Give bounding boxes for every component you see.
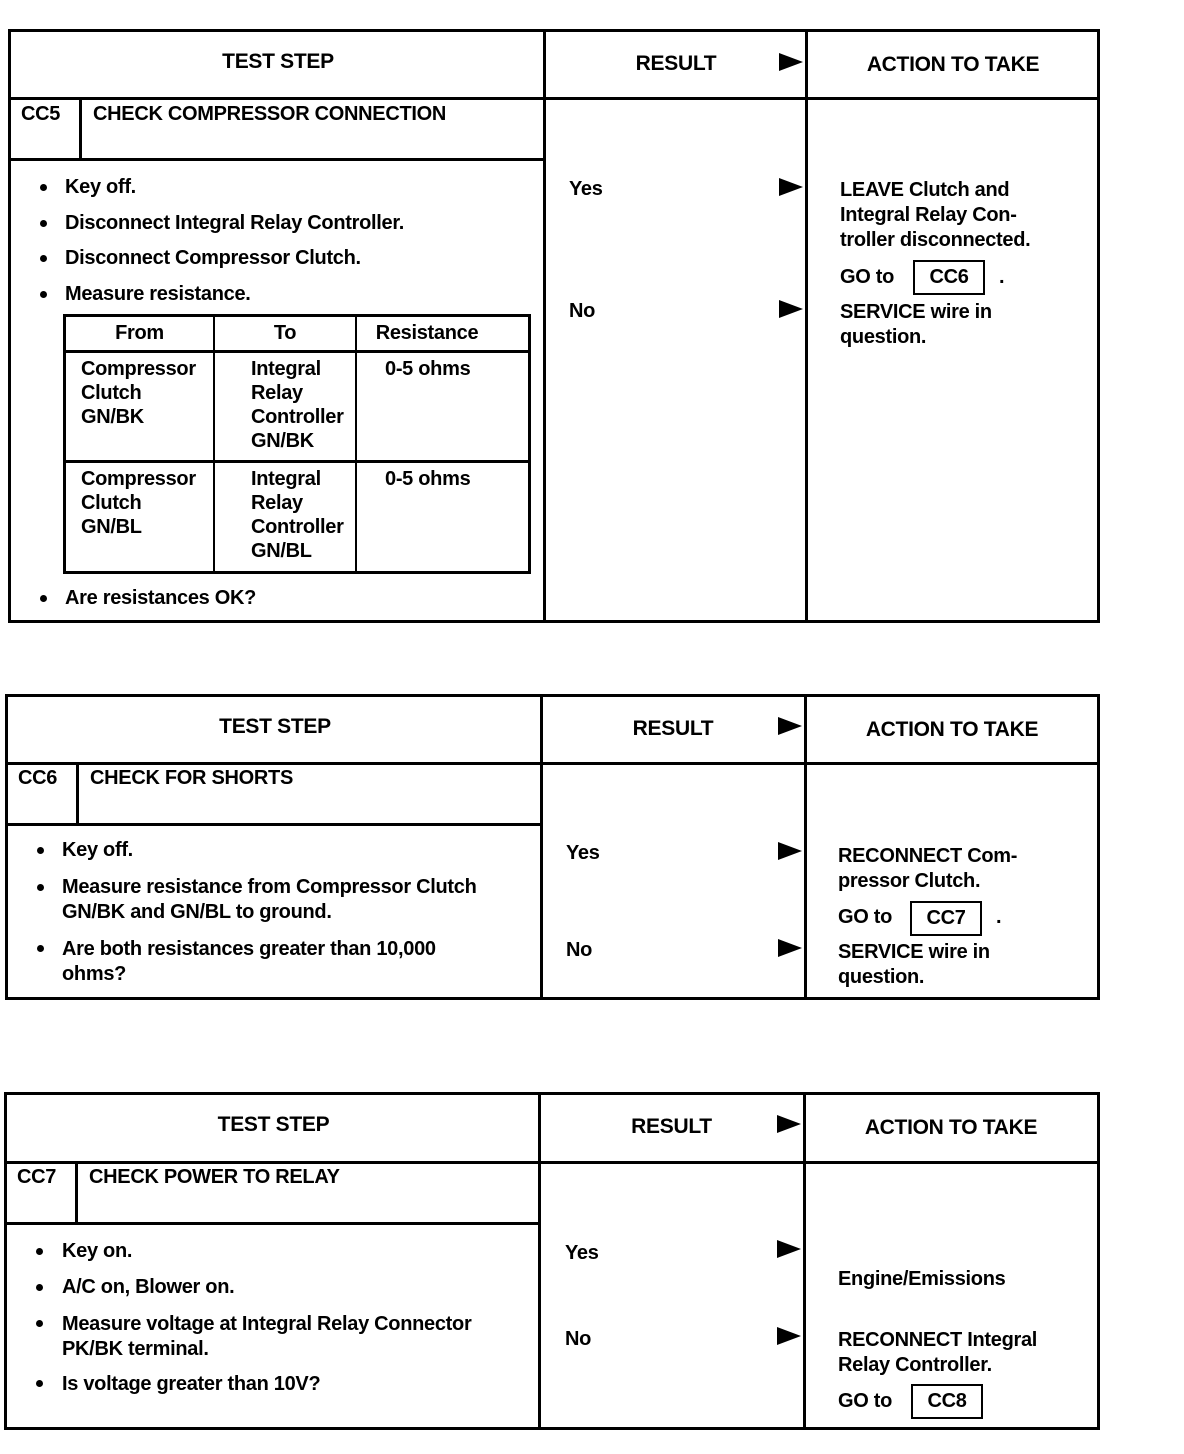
action-line: troller disconnected. <box>840 229 1031 251</box>
divider <box>66 460 528 463</box>
bullet-icon <box>36 1248 43 1255</box>
action-line: LEAVE Clutch and <box>840 179 1010 201</box>
action-line: question. <box>840 326 927 348</box>
action-yes <box>838 844 1017 894</box>
arrow-icon <box>777 1327 801 1345</box>
bullet-icon <box>37 945 44 952</box>
divider <box>7 1222 540 1225</box>
result-no: No <box>569 300 596 322</box>
step-item: Are resistances OK? <box>65 587 257 609</box>
bullet-icon <box>36 1284 43 1291</box>
step-code: CC5 <box>21 103 61 125</box>
header-action: ACTION TO TAKE <box>865 718 1039 741</box>
bullet-icon <box>40 291 47 298</box>
header-test-step: TEST STEP <box>222 50 334 73</box>
divider <box>213 317 215 571</box>
step-code: CC7 <box>17 1166 57 1188</box>
header-result: RESULT <box>635 52 717 75</box>
step-line: PK/BK terminal. <box>62 1338 209 1360</box>
result-yes: Yes <box>565 1242 599 1264</box>
goto-ref-cc6[interactable]: CC6 <box>913 260 985 295</box>
goto-period: . <box>999 266 1005 288</box>
goto-label: GO to <box>838 906 893 928</box>
goto-period: . <box>996 906 1002 928</box>
bullet-icon <box>40 255 47 262</box>
header-action: ACTION TO TAKE <box>866 53 1040 76</box>
arrow-icon <box>778 717 802 735</box>
action-yes <box>840 178 1030 253</box>
step-line: Are both resistances greater than 10,000 <box>62 938 436 960</box>
header-result: RESULT <box>632 717 714 740</box>
goto-ref-cc8[interactable]: CC8 <box>911 1384 983 1419</box>
step-item <box>62 1312 471 1362</box>
result-yes: Yes <box>569 178 603 200</box>
divider <box>803 1095 806 1427</box>
step-item: Key off. <box>65 176 136 198</box>
step-line: GN/BK and GN/BL to ground. <box>62 901 332 923</box>
step-line: ohms? <box>62 963 127 985</box>
cell-line: Compressor <box>81 468 196 490</box>
column-header-to: To <box>273 322 297 344</box>
goto-label: GO to <box>838 1390 893 1412</box>
result-no: No <box>565 1328 592 1350</box>
action-line: Relay Controller. <box>838 1354 992 1376</box>
goto-label: GO to <box>840 266 895 288</box>
table-cell-to <box>251 467 344 563</box>
action-line: SERVICE wire in <box>838 941 990 963</box>
divider <box>8 823 542 826</box>
step-item <box>62 875 477 925</box>
cell-line: Clutch <box>81 492 142 514</box>
step-item: Disconnect Compressor Clutch. <box>65 247 361 269</box>
arrow-icon <box>779 300 803 318</box>
step-item: Key off. <box>62 839 133 861</box>
divider <box>538 1095 541 1427</box>
bullet-icon <box>40 220 47 227</box>
test-table-cc6 <box>5 694 1100 1000</box>
divider <box>7 1161 1097 1164</box>
cell-line: Controller <box>251 516 344 538</box>
divider <box>75 1161 78 1222</box>
result-no: No <box>566 939 593 961</box>
divider <box>11 97 1097 100</box>
bullet-icon <box>36 1380 43 1387</box>
arrow-icon <box>779 53 803 71</box>
cell-line: Relay <box>251 492 303 514</box>
step-item: Is voltage greater than 10V? <box>62 1373 321 1395</box>
arrow-icon <box>778 842 802 860</box>
action-yes <box>838 1267 1005 1292</box>
header-test-step: TEST STEP <box>217 1113 330 1136</box>
cell-line: GN/BK <box>251 430 314 452</box>
resistance-table <box>63 314 531 574</box>
goto-ref-cc7[interactable]: CC7 <box>910 901 982 936</box>
header-result: RESULT <box>631 1115 712 1138</box>
action-no <box>838 1328 1037 1378</box>
cell-line: Controller <box>251 406 344 428</box>
table-cell-resistance: 0-5 ohms <box>385 468 471 490</box>
step-title: CHECK FOR SHORTS <box>90 767 293 789</box>
action-line: RECONNECT Integral <box>838 1329 1038 1351</box>
step-item: Disconnect Integral Relay Controller. <box>65 212 404 234</box>
divider <box>79 97 82 158</box>
step-item: Measure resistance. <box>65 283 251 305</box>
divider <box>805 32 808 620</box>
header-action: ACTION TO TAKE <box>864 1116 1038 1139</box>
bullet-icon <box>36 1320 43 1327</box>
cell-line: GN/BL <box>81 516 142 538</box>
action-line: Engine/Emissions <box>838 1268 1006 1290</box>
column-header-resistance: Resistance <box>375 322 479 344</box>
cell-line: Integral <box>251 358 321 380</box>
divider <box>76 762 79 823</box>
cell-line: GN/BK <box>81 406 144 428</box>
result-yes: Yes <box>566 842 600 864</box>
divider <box>355 317 357 571</box>
test-table-cc7 <box>4 1092 1100 1430</box>
table-cell-resistance: 0-5 ohms <box>385 358 471 380</box>
step-title: CHECK COMPRESSOR CONNECTION <box>93 103 447 125</box>
column-header-from: From <box>115 322 164 344</box>
test-table-cc5 <box>8 29 1100 623</box>
step-item: A/C on, Blower on. <box>62 1276 235 1298</box>
step-item <box>62 937 436 987</box>
divider <box>66 350 528 353</box>
action-no <box>840 300 992 350</box>
action-line: pressor Clutch. <box>838 870 981 892</box>
cell-line: Relay <box>251 382 303 404</box>
bullet-icon <box>37 847 44 854</box>
divider <box>11 158 545 161</box>
table-cell-to <box>251 357 344 453</box>
cell-line: Compressor <box>81 358 196 380</box>
arrow-icon <box>777 1115 801 1133</box>
action-line: SERVICE wire in <box>840 301 992 323</box>
action-line: question. <box>838 966 925 988</box>
table-cell-from <box>81 357 196 429</box>
step-code: CC6 <box>18 767 58 789</box>
cell-line: Integral <box>251 468 321 490</box>
arrow-icon <box>778 939 802 957</box>
divider <box>804 697 807 997</box>
action-no <box>838 940 990 990</box>
divider <box>540 697 543 997</box>
bullet-icon <box>40 595 47 602</box>
divider <box>8 762 1097 765</box>
bullet-icon <box>37 884 44 891</box>
step-title: CHECK POWER TO RELAY <box>89 1166 340 1188</box>
action-line: Integral Relay Con- <box>840 204 1017 226</box>
cell-line: Clutch <box>81 382 142 404</box>
action-line: RECONNECT Com- <box>838 845 1018 867</box>
step-item: Key on. <box>62 1240 133 1262</box>
table-cell-from <box>81 467 196 539</box>
bullet-icon <box>40 184 47 191</box>
arrow-icon <box>779 178 803 196</box>
header-test-step: TEST STEP <box>219 715 331 738</box>
arrow-icon <box>777 1240 801 1258</box>
step-line: Measure resistance from Compressor Clutch <box>62 876 477 898</box>
step-line: Measure voltage at Integral Relay Connector <box>62 1313 472 1335</box>
divider <box>543 32 546 620</box>
cell-line: GN/BL <box>251 540 312 562</box>
